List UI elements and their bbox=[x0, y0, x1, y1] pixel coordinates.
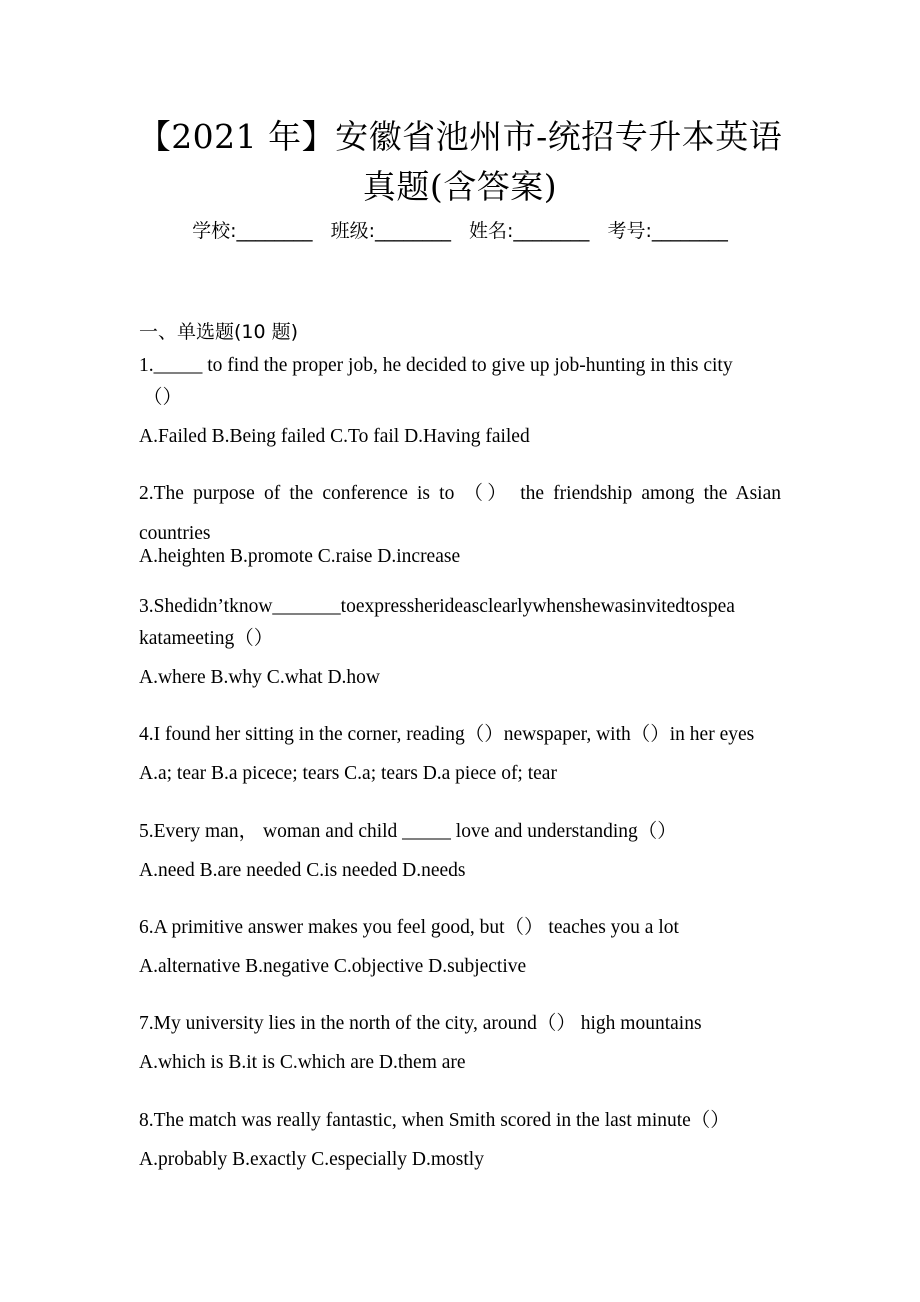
question-5-options: A.need B.are needed C.is needed D.needs bbox=[139, 860, 466, 881]
question-8-stem: 8.The match was really fantastic, when Smith scored in the last minute（） bbox=[139, 1110, 730, 1131]
class-field: 班级:________ bbox=[330, 220, 451, 242]
title-line-2: 真题(含答案) bbox=[362, 167, 558, 206]
question-3-stem-line-2: katameeting（） bbox=[139, 628, 274, 649]
page-title bbox=[120, 112, 800, 212]
title-line-1: 【2021 年】安徽省池州市-统招专升本英语 bbox=[137, 117, 783, 156]
question-4-options: A.a; tear B.a picece; tears C.a; tears D.a piece of; tear bbox=[139, 763, 557, 784]
question-5-stem: 5.Every man， woman and child _____ love and understanding（） bbox=[139, 821, 677, 842]
question-3-options: A.where B.why C.what D.how bbox=[139, 667, 381, 688]
question-2-options: A.heighten B.promote C.raise D.increase bbox=[139, 546, 461, 567]
section-heading: 一、单选题(10 题) bbox=[139, 321, 299, 343]
question-7-options: A.which is B.it is C.which are D.them are bbox=[139, 1052, 466, 1073]
question-2-stem-line-1: 2.The purpose of the conference is to （） the friendship among the Asian bbox=[139, 483, 781, 504]
question-1-options: A.Failed B.Being failed C.To fail D.Having failed bbox=[139, 426, 530, 447]
question-6-options: A.alternative B.negative C.objective D.subjective bbox=[139, 956, 527, 977]
question-3-stem-line-1: 3.Shedidn’tknow_______toexpressherideasclearlywhenshewasinvitedtospea bbox=[139, 596, 735, 617]
school-field: 学校:________ bbox=[192, 220, 313, 242]
question-2-stem-line-2: countries bbox=[139, 523, 211, 544]
student-info-row bbox=[0, 216, 920, 243]
name-field: 姓名:________ bbox=[469, 220, 590, 242]
question-1-stem-line-2: （） bbox=[143, 387, 183, 408]
question-8-options: A.probably B.exactly C.especially D.mostly bbox=[139, 1149, 484, 1170]
question-6-stem: 6.A primitive answer makes you feel good, but（） teaches you a lot bbox=[139, 917, 679, 938]
number-field: 考号:________ bbox=[607, 220, 728, 242]
question-1-stem-line-1: 1._____ to find the proper job, he decided to give up job-hunting in this city bbox=[139, 355, 733, 376]
question-4-stem: 4.I found her sitting in the corner, reading（）newspaper, with（）in her eyes bbox=[139, 724, 755, 745]
question-7-stem: 7.My university lies in the north of the city, around（） high mountains bbox=[139, 1013, 702, 1034]
